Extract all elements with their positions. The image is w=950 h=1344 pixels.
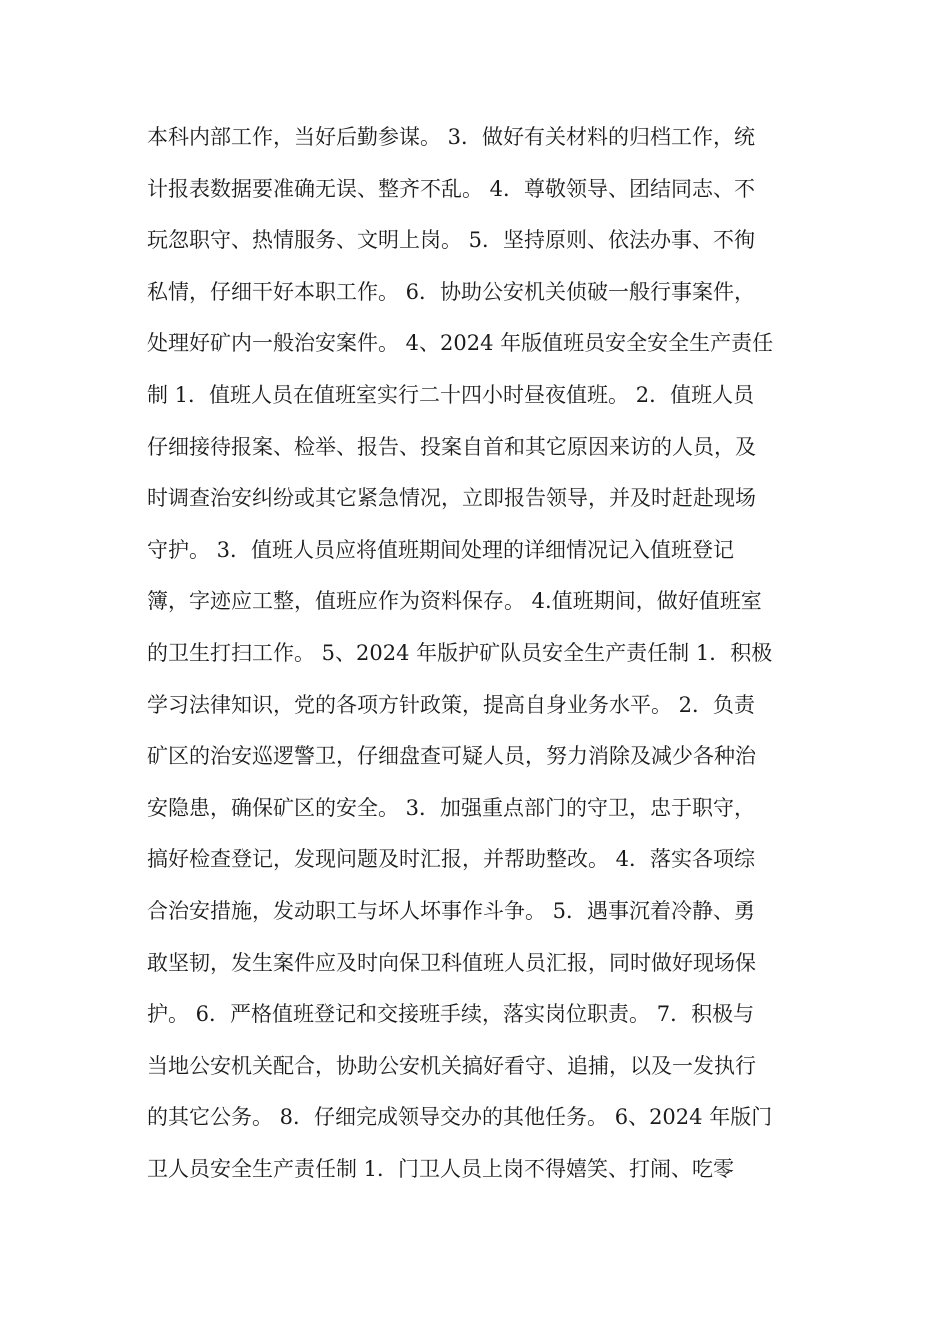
text-line: 安隐患，确保矿区的安全。 3．加强重点部门的守卫，忠于职守， — [147, 795, 756, 820]
text-line: 护。 6．严格值班登记和交接班手续，落实岗位职责。 7．积极与 — [147, 1002, 755, 1027]
text-line: 私情，仔细干好本职工作。 6．协助公安机关侦破一般行事案件， — [147, 279, 756, 304]
text-line: 学习法律知识，党的各项方针政策，提高自身业务水平。 2．负责 — [147, 692, 756, 717]
text-line: 敢坚韧，发生案件应及时向保卫科值班人员汇报，同时做好现场保 — [147, 950, 756, 975]
text-line: 守护。 3．值班人员应将值班期间处理的详细情况记入值班登记 — [147, 537, 735, 562]
text-line: 玩忽职守、热情服务、文明上岗。 5．坚持原则、依法办事、不徇 — [147, 228, 756, 253]
text-line: 的卫生打扫工作。 5、2024 年版护矿队员安全生产责任制 1．积极 — [147, 640, 773, 665]
text-line: 仔细接待报案、检举、报告、投案自首和其它原因来访的人员，及 — [147, 434, 756, 459]
text-line: 制 1．值班人员在值班室实行二十四小时昼夜值班。 2．值班人员 — [147, 382, 755, 407]
body-text — [147, 112, 807, 1195]
text-line: 簿，字迹应工整，值班应作为资料保存。 4.值班期间，做好值班室 — [147, 589, 762, 614]
text-line: 合治安措施，发动职工与坏人坏事作斗争。 5．遇事沉着冷静、勇 — [147, 898, 756, 923]
text-line: 时调查治安纠纷或其它紧急情况，立即报告领导，并及时赶赴现场 — [147, 486, 756, 511]
text-line: 本科内部工作，当好后勤参谋。 3．做好有关材料的归档工作，统 — [147, 125, 756, 149]
text-line: 卫人员安全生产责任制 1．门卫人员上岗不得嬉笑、打闹、吃零 — [147, 1156, 735, 1181]
text-line: 当地公安机关配合，协助公安机关搞好看守、追捕，以及一发执行 — [147, 1053, 756, 1078]
text-line: 处理好矿内一般治安案件。 4、2024 年版值班员安全安全生产责任 — [147, 331, 774, 356]
text-line: 的其它公务。 8．仔细完成领导交办的其他任务。 6、2024 年版门 — [147, 1105, 773, 1130]
text-line: 搞好检查登记，发现问题及时汇报，并帮助整改。 4．落实各项综 — [147, 847, 756, 872]
text-line: 计报表数据要准确无误、整齐不乱。 4．尊敬领导、团结同志、不 — [147, 176, 756, 201]
text-line: 矿区的治安巡逻警卫，仔细盘查可疑人员，努力消除及减少各种治 — [147, 744, 756, 769]
